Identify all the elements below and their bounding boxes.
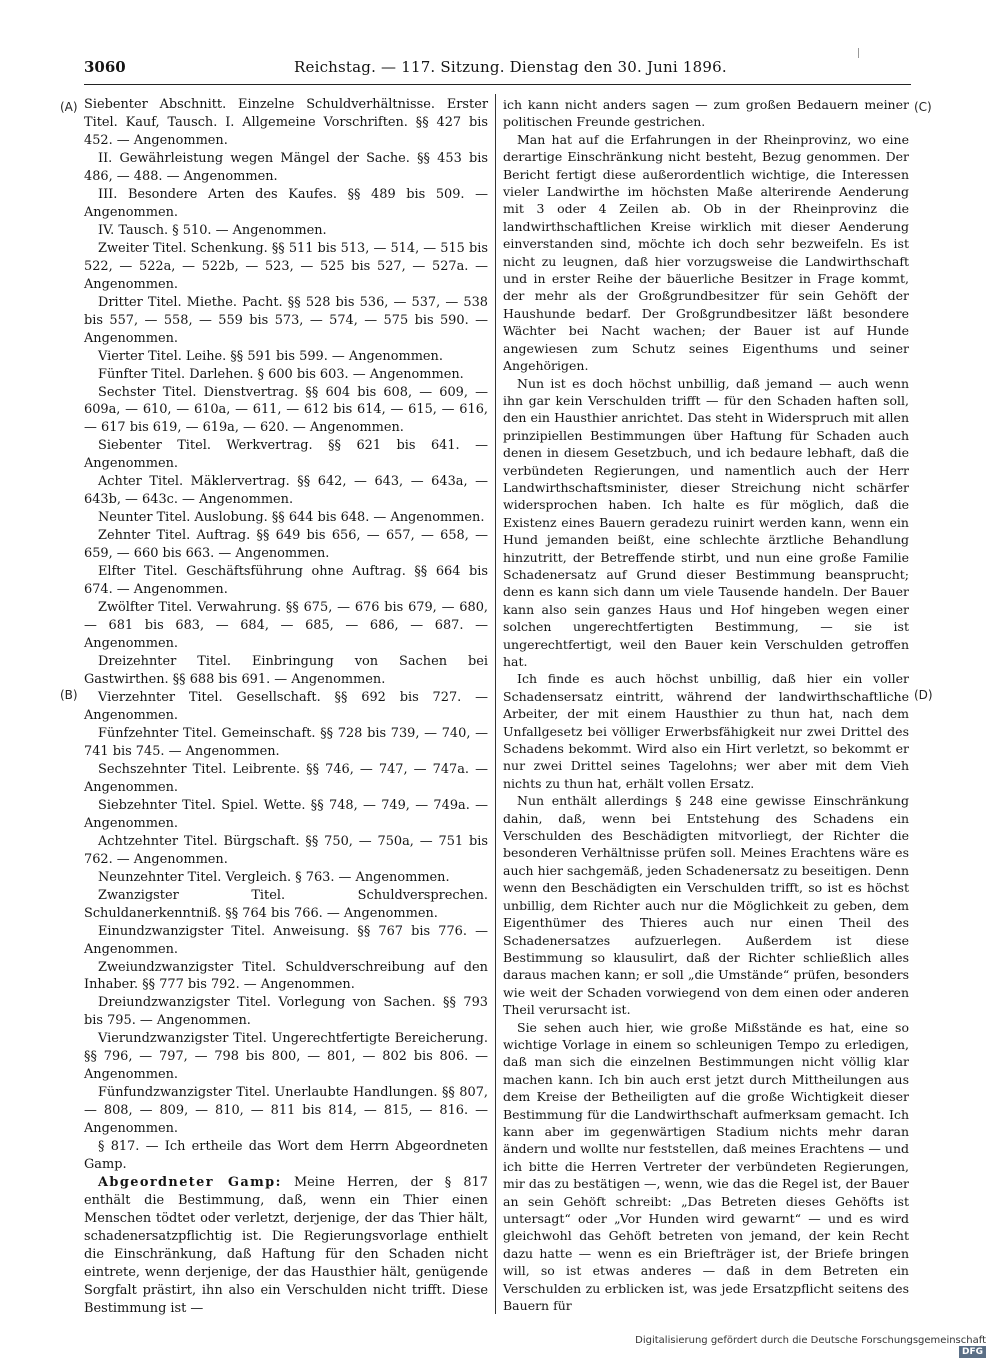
paragraph: Dreiundzwanzigster Titel. Vorlegung von Sachen. §§ 793 bis 795. — Angenommen. <box>84 995 488 1029</box>
paragraph: Dritter Titel. Miethe. Pacht. §§ 528 bis 536, — 537, — 538 bis 557, — 558, — 559 bis 573, — 574, — 575 bis 590. — Angenommen. <box>84 294 488 346</box>
header-rule <box>84 84 911 85</box>
paragraph: Siebenter Titel. Werkvertrag. §§ 621 bis 641. — Angenommen. <box>84 438 488 472</box>
paragraph: ich kann nicht anders sagen — zum großen Bedauern meiner politischen Freunde gestrichen. <box>503 97 909 130</box>
paragraph: Vierundzwanzigster Titel. Ungerechtfertigte Bereicherung. §§ 796, — 797, — 798 bis 800, — 801, — 802 bis 806. — Angenommen. <box>84 1031 488 1083</box>
speech-text: Meine Herren, der § 817 enthält die Bestimmung, daß, wenn ein Thier einen Menschen tödtet oder verletzt, derjenige, der das Thier hält, schadenersatzpflichtig ist. Die Regierungsvorlage enthielt die Einschränkung, daß Haftung für den Schaden nicht eintrete, wenn derjenige, der das Hausthier hält, genügende Sorgfalt prästirt, ihn also ein Verschulden nicht trifft. Diese Bestimmung ist — <box>84 1175 488 1316</box>
speech-paragraph <box>84 1174 488 1318</box>
paragraph: Dreizehnter Titel. Einbringung von Sachen bei Gastwirthen. §§ 688 bis 691. — Angenommen. <box>84 654 488 687</box>
speaker-name: Abgeordneter Gamp: <box>98 1175 282 1191</box>
paragraph: Zwölfter Titel. Verwahrung. §§ 675, — 676 bis 679, — 680, — 681 bis 683, — 684, — 685, — 686, — 687. — Angenommen. <box>84 600 488 652</box>
paragraph: § 817. — Ich ertheile das Wort dem Herrn Abgeordneten Gamp. <box>84 1139 488 1173</box>
paragraph: IV. Tausch. § 510. — Angenommen. <box>98 222 327 238</box>
scan-mark <box>858 48 859 58</box>
dfg-logo-icon: DFG <box>959 1346 986 1358</box>
paragraph: Fünfter Titel. Darlehen. § 600 bis 603. — Angenommen. <box>98 366 464 382</box>
column-divider <box>495 94 496 1314</box>
paragraph: Neunter Titel. Auslobung. §§ 644 bis 648. — Angenommen. <box>98 510 485 526</box>
right-column <box>503 96 909 1314</box>
paragraph: Vierzehnter Titel. Gesellschaft. §§ 692 bis 727. — Angenommen. <box>84 689 488 723</box>
paragraph: Zehnter Titel. Auftrag. §§ 649 bis 656, — 657, — 658, — 659, — 660 bis 663. — Angenommen. <box>84 528 488 562</box>
paragraph: Sie sehen auch hier, wie große Mißstände es hat, eine so wichtige Vorlage in einem so schleunigen Tempo zu erledigen, daß man sich die einzelnen Bestimmungen nicht völlig klar machen kann. Ich bin auch erst jetzt durch Mittheilungen aus dem Kreise der Betheiligten auf die große Wichtigkeit dieser Bestimmung für die Landwirthschaft aufmerksam gemacht. Ich kann aber im gegenwärtigen Stadium nichts mehr daran ändern und wollte nur feststellen, daß meines Erachtens — und ich bitte die Herren Vertreter der verbündeten Regierungen, mir das zu bestätigen —, wenn, wie das die Regel ist, der Bauer an sein Gehöft schreibt: „Das Betreten dieses Gehöfts ist untersagt“ oder „Vor Hunden wird gewarnt“ — und es wird gleichwohl das Gehöft betreten von jemand, der kein Recht dazu hatte — wenn es ein Briefträger ist, der Briefe bringen will, so ist etwas anderes — daß in dem Betreten ein Verschulden zu erblicken ist, was jede Ersatzpflicht seitens des Bauern für <box>503 1019 909 1314</box>
page-number: 3060 <box>84 58 126 76</box>
paragraph: Nun enthält allerdings § 248 eine gewisse Einschränkung dahin, daß, wenn bei Entstehung des Schadens ein Verschulden des Beschädigten mitvorliegt, der Richter die besonderen Verhältnisse prüfen soll. Meines Erachtens wäre es auch hier sachgemäß, jeden Schadenersatz zu beseitigen. Denn wenn den Beschädigten ein Verschulden trifft, so ist es höchst unbillig, dem Richter auch nur die Möglichkeit zu geben, dem Eigenthümer des Thieres auch nur einen Theil des Schadenersatzes aufzuerlegen. Außerdem ist diese Bestimmung so klausulirt, daß der Richter schließlich alles daraus machen kann; er soll „die Umstände“ prüfen, besonders wie weit der Schaden vorwiegend von dem einen oder anderen Theil verursacht ist. <box>503 793 909 1018</box>
paragraph: III. Besondere Arten des Kaufes. §§ 489 bis 509. — Angenommen. <box>84 186 488 220</box>
paragraph: Elfter Titel. Geschäftsführung ohne Auftrag. §§ 664 bis 674. — Angenommen. <box>84 564 488 598</box>
paragraph: Man hat auf die Erfahrungen in der Rheinprovinz, wo eine derartige Einschränkung nicht besteht, Bezug genommen. Der Bericht fertigt diese außerordentlich wichtige, die Interessen vieler Landwirthe im höchsten Maße alterirende Aenderung mit 3 oder 4 Zeilen ab. Ob in der Rheinprovinz die landwirthschaftlichen Kreise wirklich mit dieser Aenderung einverstanden sind, möchte ich doch sehr bezweifeln. Es ist nicht zu leugnen, daß hier vorzugsweise die Landwirthschaft und in erster Reihe der bäuerliche Besitzer in Frage kommt, der mehr als der Großgrundbesitzer für sein Gehöft der Haushunde bedarf. Der Großgrundbesitzer läßt besondere Wächter bei Nacht wachen; der Bauer ist auf Hunde angewiesen zum Schutz seines Eigenthums und seiner Angehörigen. <box>503 131 909 374</box>
paragraph: Siebenter Abschnitt. Einzelne Schuldverhältnisse. Erster Titel. Kauf, Tausch. I. Allgemeine Vorschriften. §§ 427 bis 452. — Angenommen. <box>84 97 488 148</box>
paragraph: Sechszehnter Titel. Leibrente. §§ 746, — 747, — 747a. — Angenommen. <box>84 761 488 795</box>
page-header <box>84 58 911 82</box>
paragraph: II. Gewährleistung wegen Mängel der Sache. §§ 453 bis 486, — 488. — Angenommen. <box>84 150 488 184</box>
margin-marker-a: (A) <box>60 100 78 114</box>
left-column <box>84 96 488 1318</box>
paragraph: Einundzwanzigster Titel. Anweisung. §§ 767 bis 776. — Angenommen. <box>84 923 488 957</box>
paragraph: Siebzehnter Titel. Spiel. Wette. §§ 748, — 749, — 749a. — Angenommen. <box>84 797 488 831</box>
footer-credit <box>606 1335 986 1357</box>
paragraph: Neunzehnter Titel. Vergleich. § 763. — Angenommen. <box>98 869 450 885</box>
paragraph: Achtzehnter Titel. Bürgschaft. §§ 750, — 750a, — 751 bis 762. — Angenommen. <box>84 833 488 867</box>
paragraph: Fünfzehnter Titel. Gemeinschaft. §§ 728 bis 739, — 740, — 741 bis 745. — Angenommen. <box>84 725 488 759</box>
paragraph: Zweiundzwanzigster Titel. Schuldverschreibung auf den Inhaber. §§ 777 bis 792. — Angenommen. <box>84 959 488 993</box>
margin-marker-b: (B) <box>60 688 78 702</box>
paragraph: Zweiter Titel. Schenkung. §§ 511 bis 513, — 514, — 515 bis 522, — 522a, — 522b, — 523, — 525 bis 527, — 527a. — Angenommen. <box>84 240 488 292</box>
footer-text: Digitalisierung gefördert durch die Deutsche Forschungsgemeinschaft <box>635 1335 986 1346</box>
paragraph: Ich finde es auch höchst unbillig, daß hier ein voller Schadensersatz eintritt, während der landwirthschaftliche Arbeiter, der mit einem Hausthier zu thun hat, nach dem Unfallgesetz bei völliger Erwerbsfähigkeit nur zwei Drittel des Schadens bekommt. Wird also ein Hirt verletzt, so bekommt er nur zwei Drittel seines Tagelohns; wer aber mit dem Vieh nichts zu thun hat, erhält vollen Ersatz. <box>503 671 909 791</box>
running-title: Reichstag. — 117. Sitzung. Dienstag den 30. Juni 1896. <box>294 58 727 76</box>
paragraph: Achter Titel. Mäklervertrag. §§ 642, — 643, — 643a, — 643b, — 643c. — Angenommen. <box>84 474 488 508</box>
paragraph: Zwanzigster Titel. Schuldversprechen. Schuldanerkenntniß. §§ 764 bis 766. — Angenommen. <box>84 887 488 921</box>
paragraph: Fünfundzwanzigster Titel. Unerlaubte Handlungen. §§ 807, — 808, — 809, — 810, — 811 bis 814, — 815, — 816. — Angenommen. <box>84 1085 488 1137</box>
paragraph: Nun ist es doch höchst unbillig, daß jemand — auch wenn ihn gar kein Verschulden trifft — für den Schaden haften soll, den ein Hausthier anrichtet. Das steht in Widerspruch mit allen prinzipiellen Bestimmungen über Haftung für Schaden auch denen in diesem Gesetzbuch, und ich bedaure lebhaft, daß die verbündeten Regierungen, und namentlich auch der Herr Landwirthschaftsminister, dieser Streichung nicht schärfer widersprochen haben. Ich halte es für möglich, daß die Existenz eines Bauern geradezu ruinirt werden kann, wenn ein Hund jemanden beißt, eine schlechte ärztliche Behandlung hinzutritt, der Betreffende stirbt, und nun eine große Familie Schadenersatz auf Grund dieser Bestimmung beansprucht; denn es kann sich dann um viele Tausende handeln. Der Bauer kann also sein ganzes Haus und Hof hingeben wegen einer solchen ungerechtfertigten Bestimmung, — sie ist ungerechtfertigt, weil den Bauer kein Verschulden getroffen hat. <box>503 375 909 669</box>
paragraph: Sechster Titel. Dienstvertrag. §§ 604 bis 608, — 609, — 609a, — 610, — 610a, — 611, — 612 bis 614, — 615, — 616, — 617 bis 619, — 619a, — 620. — Angenommen. <box>84 384 488 436</box>
margin-marker-c: (C) <box>914 100 932 114</box>
paragraph: Vierter Titel. Leihe. §§ 591 bis 599. — Angenommen. <box>98 348 443 364</box>
margin-marker-d: (D) <box>914 688 933 702</box>
